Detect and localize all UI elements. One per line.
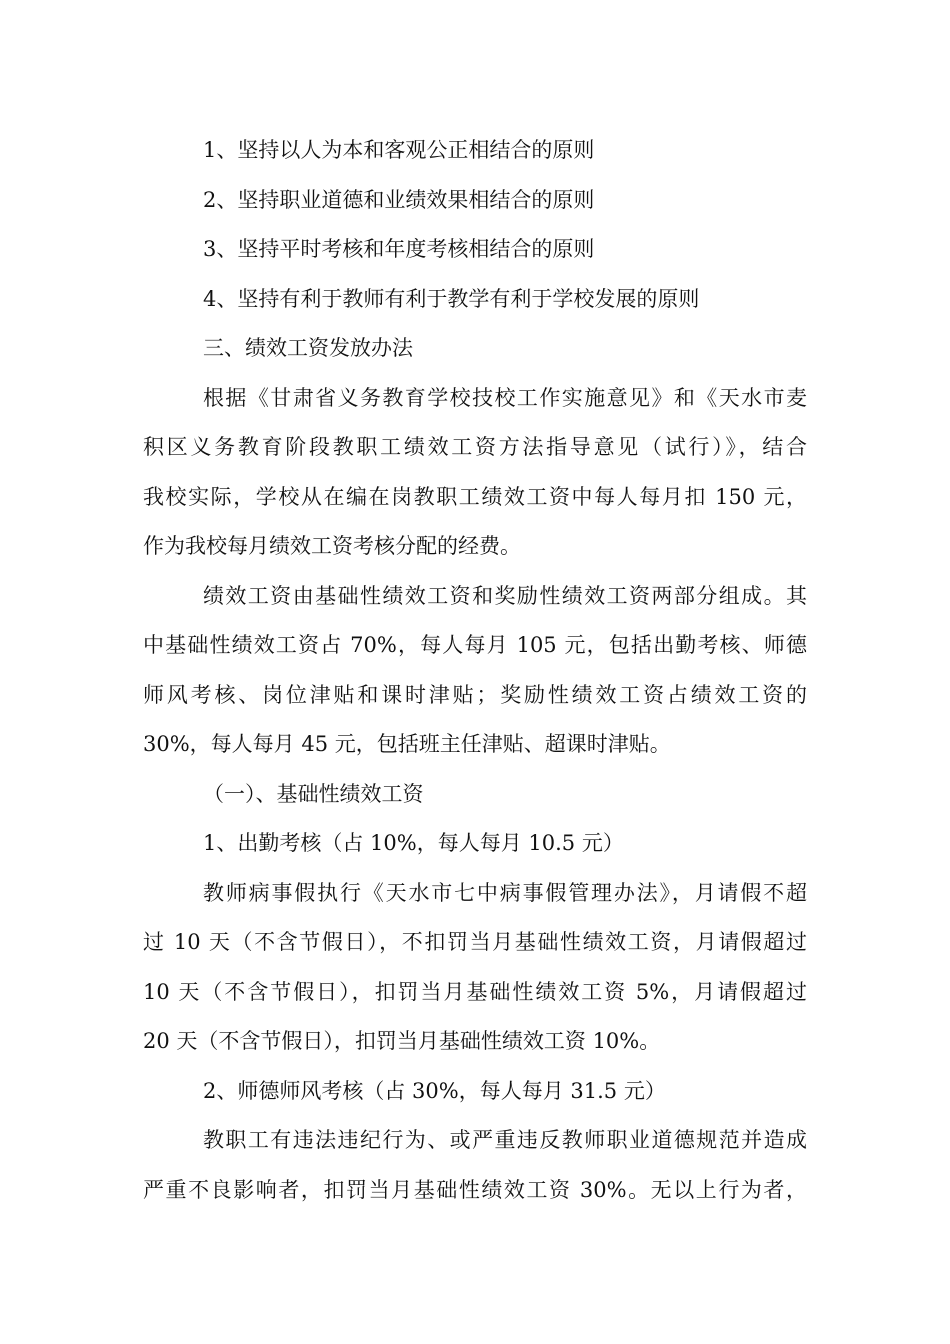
principle-item: 3、坚持平时考核和年度考核相结合的原则 xyxy=(203,237,595,261)
principle-item: 1、坚持以人为本和客观公正相结合的原则 xyxy=(203,138,595,162)
principle-item: 2、坚持职业道德和业绩效果相结合的原则 xyxy=(203,187,595,212)
paragraph-line: 20 天（不含节假日），扣罚当月基础性绩效工资 10%。 xyxy=(143,1029,661,1053)
item-heading: 2、师德师风考核（占 30%，每人每月 31.5 元） xyxy=(203,1078,666,1103)
paragraph-line: 严重不良影响者，扣罚当月基础性绩效工资 30%。无以上行为者， xyxy=(143,1177,807,1202)
section-heading: 三、绩效工资发放办法 xyxy=(203,336,413,360)
paragraph-line: 过 10 天（不含节假日），不扣罚当月基础性绩效工资，月请假超过 xyxy=(143,930,807,954)
paragraph-line: 教职工有违法违纪行为、或严重违反教师职业道德规范并造成 xyxy=(203,1128,807,1152)
paragraph-line: 师风考核、岗位津贴和课时津贴；奖励性绩效工资占绩效工资的 xyxy=(143,682,807,707)
paragraph-line: 中基础性绩效工资占 70%，每人每月 105 元，包括出勤考核、师德 xyxy=(143,633,807,657)
paragraph-line: 教师病事假执行《天水市七中病事假管理办法》，月请假不超 xyxy=(203,880,807,905)
paragraph-line: 积区义务教育阶段教职工绩效工资方法指导意见（试行）》，结合 xyxy=(143,435,807,459)
paragraph-line: 我校实际，学校从在编在岗教职工绩效工资中每人每月扣 150 元， xyxy=(143,484,807,509)
paragraph-line: 作为我校每月绩效工资考核分配的经费。 xyxy=(143,534,521,558)
paragraph-line: 10 天（不含节假日），扣罚当月基础性绩效工资 5%，月请假超过 xyxy=(143,979,807,1004)
paragraph-line: 绩效工资由基础性绩效工资和奖励性绩效工资两部分组成。其 xyxy=(203,583,807,608)
document-body xyxy=(143,126,807,1215)
subsection-heading: （一）、基础性绩效工资 xyxy=(203,781,424,806)
paragraph-line: 30%，每人每月 45 元，包括班主任津贴、超课时津贴。 xyxy=(143,732,671,756)
paragraph-line: 根据《甘肃省义务教育学校技校工作实施意见》和《天水市麦 xyxy=(203,385,807,410)
principle-item: 4、坚持有利于教师有利于教学有利于学校发展的原则 xyxy=(203,286,700,311)
item-heading: 1、出勤考核（占 10%，每人每月 10.5 元） xyxy=(203,831,624,855)
